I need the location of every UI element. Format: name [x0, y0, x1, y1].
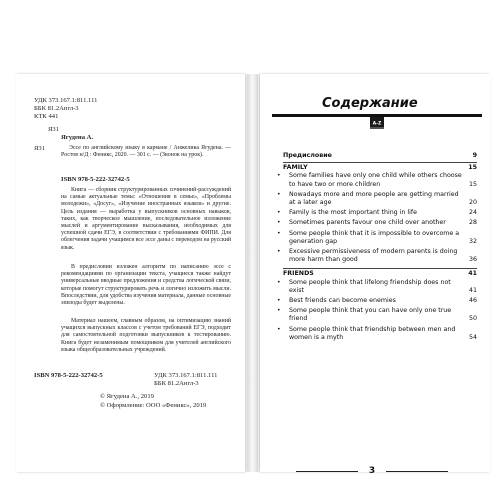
toc-section[interactable]	[283, 270, 477, 278]
toc-entry-text: Some people think that you can have only one true friend	[289, 307, 452, 323]
bullet-icon: •	[277, 229, 281, 237]
toc-spacer	[283, 342, 477, 344]
toc-entry-text: Some people think that it is impossible to overcome a generation gap	[289, 229, 460, 245]
toc-page-number: 36	[468, 256, 477, 264]
udk-code-bottom: УДК 373.167.1:811.111	[154, 372, 218, 379]
contents-header	[272, 90, 482, 127]
author-code-2: Я31	[34, 145, 45, 152]
toc-page-number: 41	[468, 286, 477, 294]
toc-entry[interactable]	[277, 172, 477, 188]
toc-page-number: 24	[468, 209, 477, 217]
toc-section[interactable]	[283, 164, 477, 172]
toc-spacer	[283, 264, 477, 266]
toc-page-number: 54	[468, 333, 477, 341]
bibliographic-record: Эссе по английскому языку в кармане / Анжелика Ягудена. — Ростов н/Д : Феникс, 2020. — 301 с. — (Звонок на урок).	[61, 145, 231, 159]
toc-entry-text: Предисловие	[283, 152, 332, 159]
bullet-icon: •	[277, 297, 281, 305]
toc-entry[interactable]	[277, 325, 477, 342]
toc-page-number: 46	[468, 297, 477, 305]
bbk-code-bottom: ББК 81.2Англ-3	[154, 380, 199, 387]
bullet-icon: •	[277, 209, 281, 217]
udk-code: УДК 373.167.1:811.111	[34, 97, 98, 104]
toc-page-number: 20	[468, 199, 477, 206]
toc-entry-text: FAMILY	[283, 164, 308, 172]
bbk-code: ББК 81.2Англ-3	[34, 105, 79, 112]
author-code: Я31	[48, 126, 59, 133]
toc-entry[interactable]	[277, 278, 477, 295]
toc-divider	[283, 268, 477, 269]
copyright-author: © Ягудена А., 2019	[100, 393, 154, 400]
annotation-paragraph-1: Книга — сборник структурированных сочинений-рассуждений на самые актуальные темы: «Отношения в семье», «Проблемы молодежи», «Досуг», «Изучение иностранных языков» и другие. Цель издания — выработка у выпускников основных навыков, таких, как творческое мышление, последовательное изложение мыслей и аргументирование высказывания, необходимых для успешной сдачи ЕГЭ, в соответствии с требованиями ФИПИ. Для облегчения задачи учащимся все эссе даны с переводом на русский язык.	[61, 187, 231, 251]
toc-entry-text: Nowadays more and more people are getting married at a later age	[289, 190, 459, 206]
toc-entry[interactable]	[277, 297, 477, 305]
bullet-icon: •	[277, 219, 281, 227]
toc-page-number: 32	[468, 237, 477, 245]
toc-entry-text: FRIENDS	[283, 270, 314, 278]
bullet-icon: •	[277, 307, 281, 315]
toc-entry[interactable]	[277, 219, 477, 227]
bullet-icon: •	[277, 248, 281, 256]
toc-entry-text: Best friends can become enemies	[289, 297, 396, 305]
toc-entry[interactable]	[277, 209, 477, 217]
ktk-code: КТК 441	[34, 113, 59, 120]
toc-entry[interactable]	[277, 229, 477, 246]
table-of-contents	[277, 152, 477, 344]
bullet-icon: •	[277, 172, 281, 180]
annotation-paragraph-3: Материал нашеем, главным образом, на оптимизацию знаний учащихся выпускных классов с учетом требований ЕГЭ, подходит для самостоятельной подготовки выпускников к тестированию. Книга будет незаменимым помощником для учителей английского языка общеобразовательных учреждений.	[61, 318, 231, 353]
toc-page-number: 50	[468, 315, 477, 323]
toc-page-number: 41	[468, 270, 477, 278]
toc-divider	[283, 162, 477, 163]
toc-page-number: 28	[468, 219, 477, 227]
page-number-rule-right	[386, 471, 448, 472]
copyright-design: © Оформление: ООО «Феникс», 2019	[100, 402, 207, 409]
isbn-bottom: ISBN 978-5-222-32742-5	[34, 372, 103, 379]
page-number: 3	[368, 466, 376, 476]
toc-page-number: 9	[472, 152, 477, 159]
toc-entry-text: Some families have only one child while others choose to have two or more children	[289, 172, 462, 188]
page-number-rule-left	[296, 471, 358, 472]
book-icon	[369, 117, 385, 129]
bullet-icon: •	[277, 278, 281, 286]
isbn-top: ISBN 978-5-222-32742-5	[61, 176, 130, 183]
toc-entry-text: Sometimes parents favour one child over another	[289, 219, 446, 227]
toc-entry[interactable]	[277, 248, 477, 264]
toc-entry-text: Some people think that friendship between men and women is a myth	[289, 325, 456, 341]
book-gutter	[247, 74, 258, 472]
author-name: Ягудена А.	[61, 134, 94, 141]
toc-section[interactable]	[283, 152, 477, 160]
toc-entry[interactable]	[277, 190, 477, 207]
svg-text:A-Z: A-Z	[372, 121, 382, 127]
bullet-icon: •	[277, 190, 281, 198]
toc-entry-text: Family is the most important thing in life	[289, 209, 418, 217]
toc-page-number: 15	[468, 164, 477, 172]
toc-entry[interactable]	[277, 307, 477, 323]
toc-entry-text: Excessive permissiveness of modern parents is doing more harm than good	[289, 248, 458, 264]
bullet-icon: •	[277, 325, 281, 333]
toc-entry-text: Some people think that lifelong friendship does not exist	[289, 278, 451, 294]
page-title: Содержание	[322, 96, 418, 111]
toc-page-number: 15	[468, 180, 477, 188]
annotation-paragraph-2: В предисловии изложен алгоритм по написанию эссе с рекомендациями по организации текста, учащиеся также найдут универсальные вводные предложения и средства логической связи, которые помогут структурировать речь и логично изложить мысли. Впоследствии, для удобства изучения материала, данные основные эпизоды будет выделены.	[61, 264, 231, 307]
